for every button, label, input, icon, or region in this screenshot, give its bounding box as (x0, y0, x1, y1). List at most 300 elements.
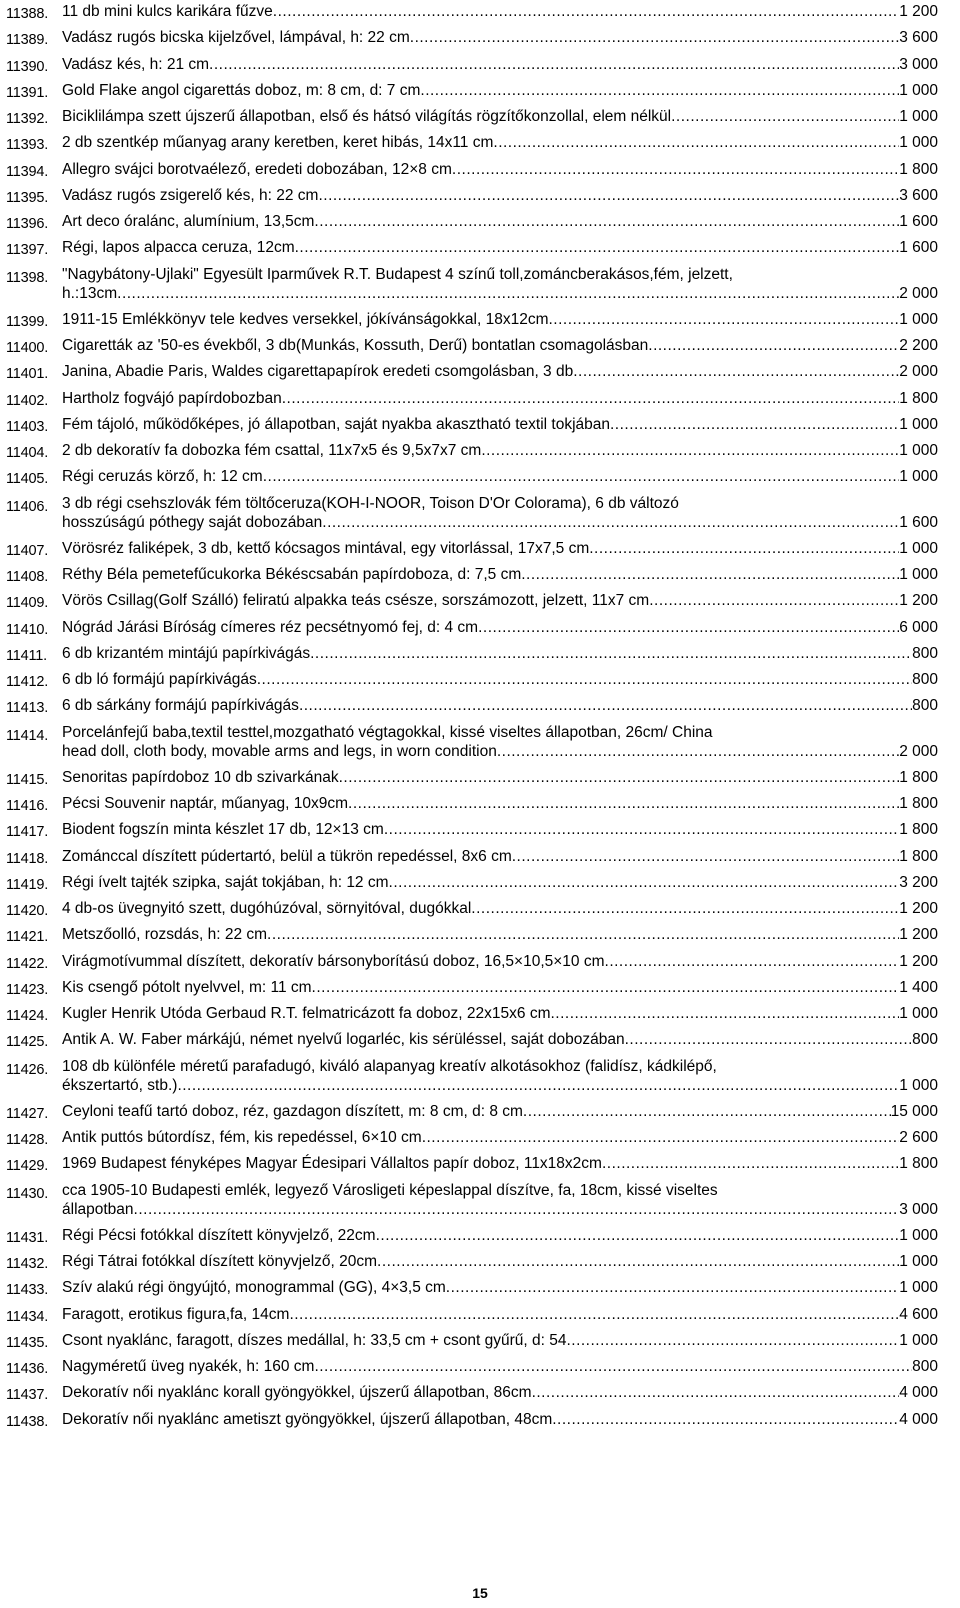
dot-leader (478, 618, 899, 637)
lot-price: 2 000 (899, 742, 938, 760)
dot-leader (314, 1357, 912, 1376)
lot-description (62, 1004, 938, 1023)
lot-description-text: 1969 Budapest fényképes Magyar Édesipari Vállaltos papír doboz, 11x18x2cm (62, 1155, 602, 1173)
lot-description-last-line (62, 238, 938, 257)
lot-number: 11436. (6, 1361, 49, 1377)
lot-description-text: Nógrád Járási Bíróság címeres réz pecsétnyomó fej, d: 4 cm (62, 618, 479, 636)
lot-number: 11430. (6, 1185, 49, 1202)
lot-description-text: Janina, Abadie Paris, Waldes cigarettapapírok eredeti csomgolásban, 3 db (62, 363, 574, 381)
lot-description-last-line (62, 644, 938, 663)
lot-description (62, 1331, 938, 1350)
lot-description-text: Vörösréz faliképek, 3 db, kettő kócsagos mintával, egy vitorlással, 17x7,5 cm (62, 539, 590, 557)
dot-leader (282, 389, 899, 408)
lot-price: 4 000 (899, 1410, 938, 1428)
lot-number: 11425. (6, 1034, 49, 1051)
lot-description-text: 6 db sárkány formájú papírkivágás (62, 697, 299, 715)
dot-leader (384, 820, 899, 839)
lot-number: 11414. (6, 727, 49, 744)
lot-description (62, 186, 938, 205)
dot-leader (376, 1226, 900, 1245)
lot-description-line: 108 db különféle méretű parafadugó, kiváló alapanyag kreatív alkotásokhoz (falidísz, kádkilépő, (62, 1057, 717, 1075)
lot-description (62, 467, 938, 486)
dot-leader (648, 336, 899, 355)
lot-description-text: Ceyloni teafű tartó doboz, réz, gazdagon díszített, m: 8 cm, d: 8 cm (62, 1102, 523, 1120)
lot-description (62, 336, 938, 355)
lot-number: 11406. (6, 498, 49, 515)
lot-price: 2 200 (899, 337, 938, 354)
lot-description (62, 441, 938, 460)
lot-description-text: Antik A. W. Faber márkájú, német nyelvű logarléc, kis sérüléssel, saját dobozában (62, 1031, 625, 1049)
lot-description-last-line (62, 1252, 938, 1271)
lot-description-last-line (62, 467, 938, 486)
lot-description-text: 6 db ló formájú papírkivágás (62, 671, 257, 688)
lot-description (62, 925, 938, 944)
lot-description-last-line (62, 1410, 938, 1429)
lot-description-last-line (62, 55, 938, 74)
lot-description (62, 591, 938, 610)
lot-number: 11399. (6, 313, 49, 330)
lot-price: 2 000 (899, 363, 938, 381)
lot-description-last-line (62, 107, 938, 126)
lot-description-text: Kis csengő pótolt nyelvvel, m: 11 cm (62, 978, 312, 996)
lot-description-text: Régi ívelt tajték szipka, saját tokjában, h: 12 cm (62, 873, 389, 891)
lot-description-text: Zománccal díszített púdertartó, belül a tükrön repedéssel, 8x6 cm (62, 847, 512, 865)
lot-price: 4 000 (899, 1384, 938, 1402)
lot-number: 11421. (6, 929, 49, 946)
dot-leader (257, 670, 912, 689)
lot-description-text: Régi, lapos alpacca ceruza, 12cm (62, 239, 295, 257)
dot-leader (625, 1030, 913, 1049)
lot-price: 2 000 (899, 284, 938, 302)
dot-leader (649, 591, 899, 610)
lot-description (62, 696, 938, 715)
lot-price: 1 800 (899, 160, 938, 178)
lot-description-last-line (62, 513, 938, 532)
lot-description (62, 1057, 938, 1095)
lot-description-last-line (62, 873, 938, 892)
lot-description-text: 6 db krizantém mintájú papírkivágás (62, 644, 311, 662)
lot-number: 11391. (6, 84, 49, 101)
lot-number: 11416. (6, 798, 49, 814)
lot-description-text: Biodent fogszín minta készlet 17 db, 12×13 cm (62, 821, 384, 839)
lot-description (62, 847, 938, 866)
lot-number: 11402. (6, 392, 49, 409)
lot-description-last-line (62, 978, 938, 997)
page-number: 15 (472, 1585, 488, 1601)
lot-price: 1 800 (899, 847, 938, 865)
lot-number: 11408. (6, 569, 49, 585)
lot-price: 800 (912, 697, 938, 715)
dot-leader (452, 160, 899, 179)
lot-price: 1 600 (899, 513, 938, 531)
lot-description-last-line (62, 899, 938, 918)
lot-description-text: Hartholz fogvájó papírdobozban (62, 389, 282, 407)
dot-leader (605, 952, 900, 971)
lot-description-last-line (62, 133, 938, 152)
lot-description-text: Réthy Béla pemetefűcukorka Békéscsabán papírdoboza, d: 7,5 cm (62, 566, 522, 583)
lot-price: 6 000 (899, 618, 938, 636)
lot-price: 1 000 (899, 539, 938, 557)
lot-number: 11428. (6, 1132, 49, 1148)
lot-price: 1 200 (899, 926, 938, 944)
lot-description-last-line (62, 336, 938, 355)
lot-description (62, 768, 938, 787)
dot-leader (549, 310, 900, 329)
lot-number: 11410. (6, 621, 49, 638)
lot-description (62, 160, 938, 179)
lot-price: 1 000 (899, 1331, 938, 1349)
lot-description (62, 362, 938, 381)
lot-number: 11394. (6, 163, 49, 180)
lot-price: 1 600 (899, 239, 938, 257)
lot-description (62, 81, 938, 100)
lot-description-last-line (62, 415, 938, 434)
lot-price: 1 800 (899, 768, 938, 786)
lot-description-text: Szív alakú régi öngyújtó, monogrammal (GG), 4×3,5 cm (62, 1279, 446, 1297)
lot-description-last-line (62, 591, 938, 610)
lot-number: 11404. (6, 445, 49, 461)
lot-description (62, 494, 938, 532)
lot-price: 1 000 (899, 442, 938, 459)
lot-description (62, 1030, 938, 1049)
lot-description (62, 1181, 938, 1219)
lot-number: 11398. (6, 269, 49, 286)
lot-number: 11388. (6, 6, 49, 22)
lot-price: 1 000 (899, 415, 938, 433)
lot-price: 1 800 (899, 1155, 938, 1173)
lot-description (62, 670, 938, 689)
lot-description-text: Pécsi Souvenir naptár, műanyag, 10x9cm (62, 795, 349, 812)
lot-description-text: Vadász kés, h: 21 cm (62, 55, 210, 73)
lot-description-last-line (62, 1030, 938, 1049)
lot-price: 3 000 (899, 1200, 938, 1218)
dot-leader (566, 1331, 899, 1350)
lot-description (62, 723, 938, 761)
lot-price: 1 800 (899, 389, 938, 407)
dot-leader (422, 1128, 900, 1147)
dot-leader (410, 28, 899, 47)
lot-number: 11403. (6, 418, 49, 435)
lot-description-text: Csont nyaklánc, faragott, díszes medállal, h: 33,5 cm + csont gyűrű, d: 54 (62, 1331, 567, 1349)
lot-number: 11400. (6, 340, 49, 356)
lot-number: 11392. (6, 111, 49, 127)
lot-description-text: Fém tájoló, működőképes, jó állapotban, saját nyakba akasztható textil tokjában (62, 415, 610, 433)
lot-description (62, 107, 938, 126)
lot-description-text: Dekoratív női nyaklánc ametiszt gyöngyökkel, újszerű állapotban, 48cm (62, 1410, 553, 1428)
lot-number: 11401. (6, 366, 49, 383)
lot-description (62, 952, 938, 971)
lot-description (62, 539, 938, 558)
lot-number: 11432. (6, 1256, 49, 1272)
lot-number: 11417. (6, 824, 49, 841)
lot-description-last-line (62, 2, 938, 21)
lot-description (62, 28, 938, 47)
lot-description-last-line (62, 1200, 938, 1219)
dot-leader (134, 1200, 900, 1219)
lot-description-last-line (62, 1128, 938, 1147)
dot-leader (310, 644, 912, 663)
dot-leader (481, 441, 899, 460)
lot-description-last-line (62, 81, 938, 100)
lot-description-text: Vadász rugós zsigerelő kés, h: 22 cm (62, 186, 319, 204)
lot-description-last-line (62, 539, 938, 558)
lot-description-text: Metszőolló, rozsdás, h: 22 cm (62, 926, 268, 944)
lot-description-last-line (62, 310, 938, 329)
lot-price: 800 (912, 644, 938, 662)
dot-leader (602, 1154, 899, 1173)
dot-leader (497, 742, 899, 761)
lot-description (62, 1278, 938, 1297)
dot-leader (299, 696, 912, 715)
dot-leader (117, 284, 899, 303)
lot-description (62, 565, 938, 584)
lot-description-last-line (62, 362, 938, 381)
lot-number: 11429. (6, 1158, 49, 1175)
lot-number: 11411. (6, 647, 47, 664)
lot-description (62, 1102, 938, 1121)
dot-leader (314, 212, 899, 231)
lot-description (62, 265, 938, 303)
dot-leader (671, 107, 899, 126)
lot-description (62, 820, 938, 839)
lot-description (62, 1305, 938, 1324)
lot-number: 11415. (6, 771, 49, 788)
lot-description-last-line (62, 1226, 938, 1245)
lot-price: 800 (912, 671, 938, 688)
dot-leader (348, 794, 899, 813)
lot-description-last-line (62, 1102, 938, 1121)
lot-price: 1 200 (899, 900, 938, 917)
lot-description (62, 55, 938, 74)
lot-description (62, 2, 938, 21)
lot-description-text: Faragott, erotikus figura,fa, 14cm (62, 1305, 290, 1323)
lot-description-last-line (62, 186, 938, 205)
dot-leader (318, 186, 899, 205)
dot-leader (312, 978, 900, 997)
lot-price: 1 800 (899, 795, 938, 812)
dot-leader (209, 55, 899, 74)
lot-description-text: állapotban (62, 1200, 134, 1218)
lot-description-last-line (62, 925, 938, 944)
lot-description (62, 1383, 938, 1402)
lot-price: 800 (912, 1031, 938, 1049)
lot-description-last-line (62, 284, 938, 303)
lot-description-text: 4 db-os üvegnyitó szett, dugóhúzóval, sörnyitóval, dugókkal (62, 900, 472, 917)
lot-description-text: Cigaretták az '50-es évekből, 3 db(Munkás, Kossuth, Derű) bontatlan csomagolásban (62, 337, 649, 354)
lot-description-last-line (62, 768, 938, 787)
lot-price: 1 000 (899, 81, 938, 99)
lot-description-line: "Nagybátony-Ujlaki" Egyesült Iparművek R.T. Budapest 4 színű toll,zománcberakásos,fém, jelzett, (62, 265, 733, 283)
lot-description-last-line (62, 28, 938, 47)
lot-description-text: Virágmotívummal díszített, dekoratív bársonyborítású doboz, 16,5×10,5×10 cm (62, 952, 605, 970)
lot-description (62, 1154, 938, 1173)
dot-leader (512, 847, 899, 866)
dot-leader (377, 1252, 899, 1271)
lot-description-last-line (62, 742, 938, 761)
lot-description (62, 1357, 938, 1376)
lot-number: 11426. (6, 1061, 49, 1078)
lot-description-text: Art deco óralánc, alumínium, 13,5cm (62, 213, 315, 230)
lot-description-last-line (62, 820, 938, 839)
lot-description-last-line (62, 389, 938, 408)
lot-description (62, 1252, 938, 1271)
lot-description-text: 11 db mini kulcs karikára fűzve (62, 3, 273, 20)
lot-number: 11395. (6, 189, 49, 206)
dot-leader (389, 873, 900, 892)
lot-description-text: 1911-15 Emlékkönyv tele kedves versekkel, jókívánságokkal, 18x12cm (62, 310, 549, 328)
lot-description-last-line (62, 1278, 938, 1297)
lot-description-text: Dekoratív női nyaklánc korall gyöngyökkel, újszerű állapotban, 86cm (62, 1384, 532, 1402)
lot-description (62, 389, 938, 408)
lot-price: 800 (912, 1358, 938, 1375)
dot-leader (339, 768, 900, 787)
dot-leader (532, 1383, 900, 1402)
lot-description-text: ékszertartó, stb.) (62, 1076, 178, 1094)
lot-price: 15 000 (890, 1102, 938, 1120)
lot-price: 1 000 (899, 566, 938, 583)
lot-number: 11431. (6, 1229, 49, 1246)
lot-description (62, 618, 938, 637)
lot-number: 11435. (6, 1334, 49, 1351)
lot-description-text: Nagyméretű üveg nyakék, h: 160 cm (62, 1358, 315, 1375)
lot-description-text: Allegro svájci borotvaélező, eredeti dobozában, 12×8 cm (62, 160, 452, 178)
lot-price: 3 600 (899, 29, 938, 47)
lot-price: 1 000 (899, 468, 938, 486)
dot-leader (471, 899, 899, 918)
dot-leader (552, 1410, 899, 1429)
lot-number: 11424. (6, 1008, 49, 1024)
lot-number: 11419. (6, 876, 49, 893)
lot-price: 1 000 (899, 108, 938, 125)
lot-price: 4 600 (899, 1305, 938, 1323)
lot-number: 11418. (6, 850, 49, 867)
lot-number: 11396. (6, 216, 49, 232)
lot-price: 1 200 (899, 3, 938, 20)
dot-leader (493, 133, 899, 152)
lot-description-last-line (62, 1305, 938, 1324)
lot-description (62, 644, 938, 663)
lot-price: 3 600 (899, 186, 938, 204)
lot-number: 11409. (6, 595, 49, 612)
lot-price: 1 200 (899, 592, 938, 610)
lot-description-text: Kugler Henrik Utóda Gerbaud R.T. felmatricázott fa doboz, 22x15x6 cm (62, 1005, 551, 1022)
lot-number: 11422. (6, 955, 49, 972)
lot-description (62, 1128, 938, 1147)
lot-description-text: Vadász rugós bicska kijelzővel, lámpával, h: 22 cm (62, 29, 410, 47)
lot-description-line: 3 db régi csehszlovák fém töltőceruza(KOH-I-NOOR, Toison D'Or Colorama), 6 db változó (62, 494, 679, 512)
lot-description (62, 133, 938, 152)
lot-number: 11437. (6, 1387, 49, 1404)
lot-description-last-line (62, 696, 938, 715)
lot-description-last-line (62, 952, 938, 971)
lot-description-last-line (62, 212, 938, 231)
lot-price: 1 000 (899, 1253, 938, 1270)
lot-description-last-line (62, 1383, 938, 1402)
lot-description-text: 2 db szentkép műanyag arany keretben, keret hibás, 14x11 cm (62, 134, 494, 152)
lot-description (62, 873, 938, 892)
lot-description (62, 212, 938, 231)
lot-description (62, 978, 938, 997)
lot-number: 11438. (6, 1413, 49, 1430)
lot-description-text: Biciklilámpa szett újszerű állapotban, első és hátsó világítás rögzítőkonzollal, elem nélkül (62, 108, 672, 125)
lot-description (62, 899, 938, 918)
lot-number: 11393. (6, 137, 49, 154)
lot-description-last-line (62, 794, 938, 813)
lot-number: 11434. (6, 1308, 49, 1325)
lot-number: 11420. (6, 903, 49, 919)
lot-number: 11407. (6, 542, 49, 559)
lot-description-last-line (62, 1076, 938, 1095)
lot-description-text: Antik puttós bútordísz, fém, kis repedéssel, 6×10 cm (62, 1129, 422, 1146)
lot-description-text: Régi ceruzás körző, h: 12 cm (62, 468, 263, 486)
dot-leader (446, 1278, 899, 1297)
lot-number: 11433. (6, 1282, 49, 1299)
lot-number: 11389. (6, 32, 49, 49)
lot-description-text: Régi Tátrai fotókkal díszített könyvjelző, 20cm (62, 1253, 378, 1270)
lot-description (62, 310, 938, 329)
lot-description-text: Vörös Csillag(Golf Szálló) feliratú alpakka teás csésze, sorszámozott, jelzett, 11x7 cm (62, 592, 650, 610)
lot-price: 1 000 (899, 1076, 938, 1094)
lot-description (62, 794, 938, 813)
lot-number: 11412. (6, 674, 49, 690)
lot-description-line: Porcelánfejű baba,textil testtel,mozgatható végtagokkal, kissé viseltes állapotban, 26cm/ China (62, 723, 713, 741)
dot-leader (273, 2, 899, 21)
dot-leader (521, 565, 899, 584)
dot-leader (263, 467, 899, 486)
lot-price: 1 000 (899, 310, 938, 328)
lot-description (62, 238, 938, 257)
lot-description (62, 1226, 938, 1245)
lot-description-text: Gold Flake angol cigarettás doboz, m: 8 cm, d: 7 cm (62, 81, 421, 99)
lot-description-last-line (62, 1331, 938, 1350)
lot-number: 11397. (6, 242, 49, 259)
lot-price: 1 000 (899, 1005, 938, 1022)
dot-leader (295, 238, 900, 257)
lot-description-last-line (62, 1357, 938, 1376)
lot-price: 1 600 (899, 213, 938, 230)
lot-price: 1 200 (899, 952, 938, 970)
lot-number: 11423. (6, 981, 49, 998)
lot-description-last-line (62, 441, 938, 460)
lot-description-last-line (62, 847, 938, 866)
dot-leader (551, 1004, 900, 1023)
lot-description-last-line (62, 160, 938, 179)
dot-leader (573, 362, 899, 381)
lot-description-text: h.:13cm (62, 284, 118, 302)
lot-description-last-line (62, 565, 938, 584)
lot-description (62, 1410, 938, 1429)
lot-description-last-line (62, 1154, 938, 1173)
lot-description-last-line (62, 618, 938, 637)
lot-description-last-line (62, 670, 938, 689)
lot-description-text: Régi Pécsi fotókkal díszített könyvjelző, 22cm (62, 1226, 376, 1244)
lot-number: 11390. (6, 58, 49, 75)
dot-leader (289, 1305, 899, 1324)
lot-number: 11405. (6, 471, 49, 488)
lot-price: 1 800 (899, 821, 938, 839)
lot-number: 11427. (6, 1105, 49, 1122)
lot-price: 2 600 (899, 1129, 938, 1146)
lot-description-last-line (62, 1004, 938, 1023)
dot-leader (177, 1076, 899, 1095)
lot-price: 1 000 (899, 1279, 938, 1297)
lot-price: 1 000 (899, 134, 938, 152)
dot-leader (523, 1102, 891, 1121)
lot-price: 1 400 (899, 978, 938, 996)
lot-price: 3 200 (899, 873, 938, 891)
lot-description-line: cca 1905-10 Budapesti emlék, legyező Városligeti képeslappal díszítve, fa, 18cm, kissé viseltes (62, 1181, 718, 1199)
lot-description-text: head doll, cloth body, movable arms and legs, in worn condition (62, 742, 497, 760)
